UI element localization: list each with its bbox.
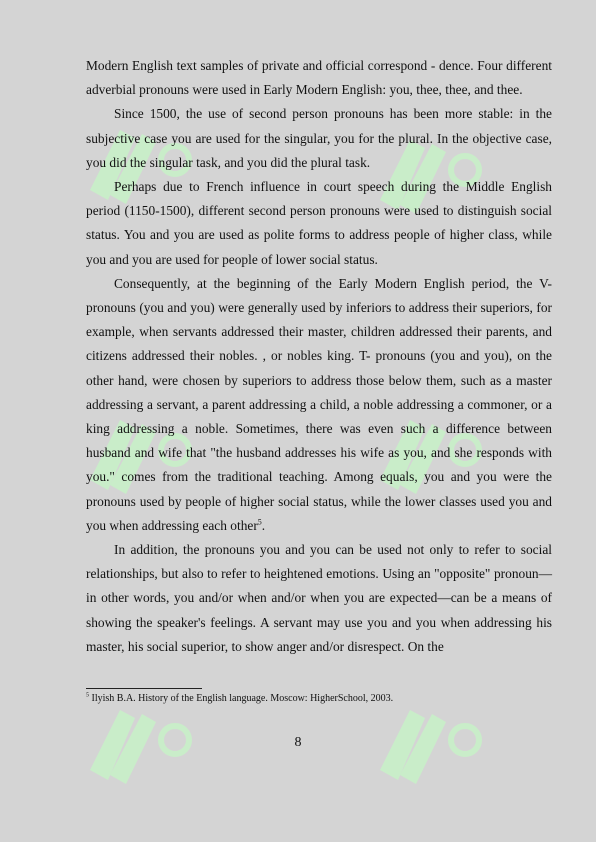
footnote-reference[interactable]: 5 bbox=[257, 517, 262, 527]
footnote-separator bbox=[86, 688, 202, 689]
footnote bbox=[86, 693, 552, 705]
paragraph: In addition, the pronouns you and you can be used not only to refer to social relationships, but also to refer to heightened emotions. Using an "opposite" pronoun—in other words, you and/or when and/or when you are expected—can be a means of showing the speaker's feelings. A servant may use you and you when addressing his master, his social superior, to show anger and/or disrespect. On the bbox=[86, 542, 552, 654]
paragraph: Since 1500, the use of second person pronouns has been more stable: in the subjective case you are used for the singular, you for the plural. In the objective case, you did the singular task, and you did the plural task. bbox=[86, 106, 552, 170]
paragraph bbox=[86, 272, 552, 538]
paragraph: Perhaps due to French influence in court speech during the Middle English period (1150-1500), different second person pronouns were used to distinguish social status. You and you are used as polite forms to address people of higher class, while you and you are used for people of lower social status. bbox=[86, 179, 552, 267]
paragraph-end: . bbox=[261, 517, 266, 533]
paragraph-text: Consequently, at the beginning of the Early Modern English period, the V-pronouns (you and you) were generally used by inferiors to address their superiors, for example, when servants addressed their master, children addressed their parents, and citizens addressed their nobles. , or nobles king. T- pronouns (you and you), on the other hand, were chosen by superiors to address those below them, such as a master addressing a servant, a parent addressing a child, a noble addressing a commoner, or a king addressing a noble. Sometimes, there was even such a difference between husband and wife that "the husband addresses his wife as you, and she responds with you." comes from the traditional teaching. Among equals, you and you were the pronouns used by people of higher social status, while the lower classes used you and you when addressing each other bbox=[86, 275, 552, 533]
footnote-text: Ilyish B.A. History of the English language. Moscow: HigherSchool, 2003. bbox=[89, 693, 394, 704]
footnote-number: 5 bbox=[86, 692, 89, 699]
paragraph: Modern English text samples of private and official correspond - dence. Four different adverbial pronouns were used in Early Modern English: you, thee, thee, and thee. bbox=[86, 58, 552, 98]
body-text bbox=[86, 54, 552, 659]
page-number: 8 bbox=[294, 735, 302, 750]
